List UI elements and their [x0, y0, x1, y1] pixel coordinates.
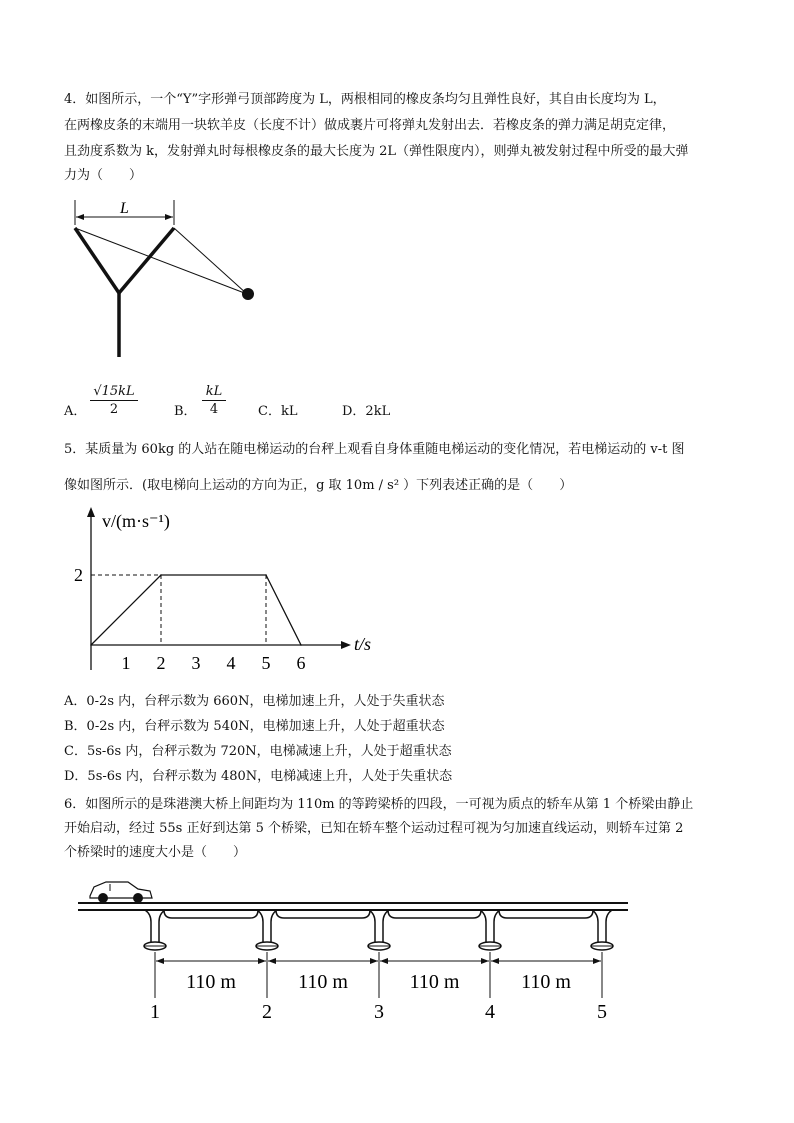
q4-option-b-denominator: 4 [209, 402, 219, 417]
bridge-pier [591, 910, 613, 950]
car-icon [90, 882, 152, 903]
bridge-pier [144, 910, 166, 950]
velocity-data-point [160, 574, 162, 576]
span-length-label: 110 m [521, 971, 571, 993]
projectile-ball [242, 288, 254, 300]
x-axis-label: t/s [354, 634, 372, 654]
pier-number-label: 4 [485, 1001, 495, 1023]
q6-line-1: 6．如图所示的是珠港澳大桥上间距均为 110m 的等跨梁桥的四段，一可视为质点的轿车从第 1 个桥梁由静止 [64, 797, 694, 812]
q4-option-a-numerator: √15kL [93, 384, 135, 399]
velocity-data-point [300, 644, 302, 646]
q4-line-1: 4．如图所示，一个“Y”字形弹弓顶部跨度为 L，两根相同的橡皮条均匀且弹性良好，其自由长度均为 L， [64, 92, 666, 107]
x-tick-label: 1 [121, 653, 131, 673]
x-tick-label: 6 [296, 653, 306, 673]
q4-option-b-numerator: kL [205, 384, 223, 399]
x-tick-label: 4 [226, 653, 236, 673]
dimension-arrow [370, 958, 378, 964]
span-length-label: 110 m [186, 971, 236, 993]
q6-line-3: 个桥梁时的速度大小是（ ） [64, 845, 247, 860]
q4-option-a-label: A． [64, 404, 87, 419]
q4-line-4: 力为（ ） [64, 168, 143, 183]
dimension-arrow [593, 958, 601, 964]
span-length-label: 110 m [409, 971, 460, 993]
q4-line-2: 在两橡皮条的末端用一块软羊皮（长度不计）做成裹片可将弹丸发射出去．若橡皮条的弹力满足胡克定律， [64, 118, 676, 133]
bridge-pier [368, 910, 390, 950]
bridge-span [276, 910, 370, 918]
bridge-span [499, 910, 593, 918]
q5-option-b: B．0-2s 内，台秤示数为 540N，电梯加速上升，人处于超重状态 [64, 719, 445, 734]
y-tick-label: 2 [74, 565, 83, 585]
x-tick-label: 2 [156, 653, 166, 673]
bridge-pier [256, 910, 278, 950]
pier-number-label: 5 [597, 1001, 607, 1023]
dimension-arrow [481, 958, 489, 964]
q4-option-b-label: B． [174, 404, 197, 419]
q4-line-3: 且劲度系数为 k，发射弹丸时每根橡皮条的最大长度为 2L（弹性限度内），则弹丸被发射过程中所受的最大弹 [64, 144, 689, 159]
q5-line-2: 像如图所示．(取电梯向上运动的方向为正，g 取 10m / s² ）下列表述正确的是（ ） [64, 478, 573, 493]
pier-number-label: 3 [374, 1001, 384, 1023]
q5-option-c: C．5s-6s 内，台秤示数为 720N，电梯减速上升，人处于超重状态 [64, 744, 452, 759]
y-axis-arrow [87, 507, 95, 517]
bridge-figure [70, 870, 640, 1030]
dimension-arrow [156, 958, 164, 964]
bridge-span [388, 910, 481, 918]
q4-option-a-denominator: 2 [109, 402, 119, 417]
q4-option-d: D．2kL [342, 404, 391, 419]
dimension-arrow [258, 958, 266, 964]
pier-number-label: 2 [262, 1001, 272, 1023]
x-axis-arrow [341, 641, 351, 649]
x-tick-label: 3 [191, 653, 201, 673]
dimension-arrow [491, 958, 499, 964]
span-length-label: 110 m [298, 971, 348, 993]
bridge-pier [479, 910, 501, 950]
x-tick-label: 5 [261, 653, 271, 673]
bridge-span [164, 910, 258, 918]
velocity-data-point [90, 644, 92, 646]
q5-option-a: A．0-2s 内，台秤示数为 660N，电梯加速上升，人处于失重状态 [64, 694, 445, 709]
dimension-arrow [380, 958, 388, 964]
q5-line-1: 5．某质量为 60kg 的人站在随电梯运动的台秤上观看自身体重随电梯运动的变化情况，若电梯运动的 v-t 图 [64, 442, 685, 457]
q5-option-d: D．5s-6s 内，台秤示数为 480N，电梯减速上升，人处于失重状态 [64, 769, 453, 784]
q6-line-2: 开始启动，经过 55s 正好到达第 5 个桥梁，已知在轿车整个运动过程可视为匀加速直线运动，则轿车过第 2 [64, 821, 684, 836]
vt-graph [70, 505, 390, 685]
velocity-series-line [91, 575, 301, 645]
pier-number-label: 1 [150, 1001, 160, 1023]
slingshot-figure [60, 195, 270, 365]
q4-option-c: C．kL [258, 404, 298, 419]
y-axis-label: v/(m·s⁻¹) [102, 511, 170, 531]
dimension-arrow [268, 958, 276, 964]
velocity-data-point [265, 574, 267, 576]
slingshot-span-label: L [120, 200, 129, 217]
